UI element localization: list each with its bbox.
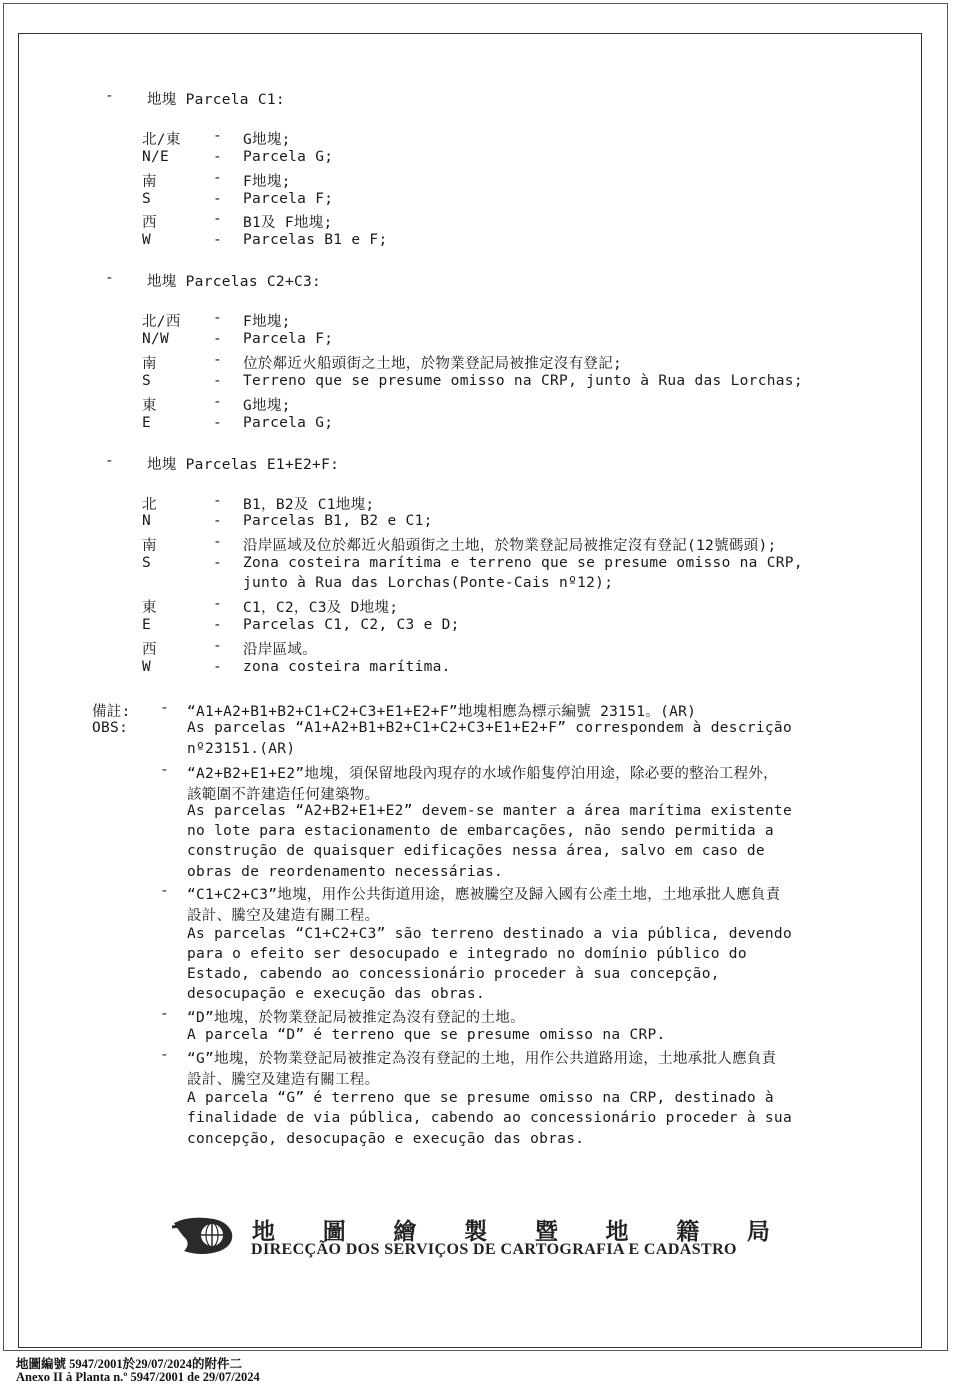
boundary-direction: 南 (142, 538, 157, 554)
boundary-description: Parcelas B1, B2 e C1; (243, 513, 433, 529)
boundary-description: 位於鄰近火船頭街之土地，於物業登記局被推定沒有登記; (243, 356, 623, 372)
boundary-description: Parcelas B1 e F; (243, 232, 388, 248)
boundary-dash: - (213, 659, 223, 675)
obs-item-line: As parcelas “A2+B2+E1+E2” devem-se manter a área marítima existente (187, 803, 792, 819)
obs-item-dash: - (160, 700, 170, 716)
boundary-direction: 北 (142, 497, 157, 513)
agency-name-character: 地 (252, 1218, 275, 1245)
annex-caption-chinese: 地圖編號 5947/2001於29/07/2024的附件二 (16, 1357, 243, 1371)
obs-item-line: nº23151.(AR) (187, 741, 296, 757)
boundary-direction: W (142, 659, 152, 675)
boundary-description: Parcela F; (243, 191, 334, 207)
obs-item-line: “G”地塊，於物業登記局被推定為沒有登記的土地，用作公共道路用途，土地承批人應負責 (187, 1051, 777, 1067)
boundary-dash: - (213, 191, 223, 207)
obs-item-line: concepção, desocupação e execução das obras. (187, 1131, 585, 1147)
obs-item-line: As parcelas “C1+C2+C3” são terreno destinado a via pública, devendo (187, 926, 792, 942)
boundary-description: 沿岸區域及位於鄰近火船頭街之土地，於物業登記局被推定沒有登記(12號碼頭); (243, 538, 777, 554)
boundary-direction: 北/東 (142, 132, 181, 148)
boundary-dash: - (213, 534, 223, 550)
obs-item-line: As parcelas “A1+A2+B1+B2+C1+C2+C3+E1+E2+F” correspondem à descrição (187, 720, 792, 736)
boundary-dash: - (213, 373, 223, 389)
boundary-dash: - (213, 555, 223, 571)
boundary-description: G地塊; (243, 132, 291, 148)
obs-item-line: 設計、騰空及建造有關工程。 (187, 1072, 380, 1088)
section-heading-text: 地塊 Parcelas C2+C3: (147, 274, 322, 290)
bullet-dash: - (105, 453, 115, 469)
obs-item-line: obras de reordenamento necessárias. (187, 864, 504, 880)
boundary-dash: - (213, 415, 223, 431)
boundary-description: B1及 F地塊; (243, 215, 333, 231)
boundary-description: Parcela G; (243, 149, 334, 165)
boundary-direction: 東 (142, 600, 157, 616)
obs-item-line: no lote para estacionamento de embarcações, não sendo permitida a (187, 823, 774, 839)
obs-item-line: “C1+C2+C3”地塊，用作公共街道用途，應被騰空及歸入國有公產土地，土地承批人應負責 (187, 887, 781, 903)
boundary-description: Parcelas C1, C2, C3 e D; (243, 617, 460, 633)
obs-item-line: desocupação e execução das obras. (187, 986, 485, 1002)
obs-item-line: construção de quaisquer edificações nessa área, salvo em caso de (187, 843, 765, 859)
boundary-description: zona costeira marítima. (243, 659, 451, 675)
boundary-dash: - (213, 149, 223, 165)
boundary-direction: 北/西 (142, 314, 181, 330)
obs-label-chinese: 備註: (92, 704, 131, 720)
boundary-dash: - (213, 211, 223, 227)
boundary-direction: 西 (142, 642, 157, 658)
boundary-direction: N/E (142, 149, 170, 165)
boundary-direction: 南 (142, 174, 157, 190)
boundary-dash: - (213, 394, 223, 410)
boundary-description: Parcela G; (243, 415, 334, 431)
obs-item-line: 該範圍不許建造任何建築物。 (187, 787, 380, 803)
boundary-direction: S (142, 373, 152, 389)
boundary-direction: 南 (142, 356, 157, 372)
obs-item-line: para o efeito ser desocupado e integrado no domínio público do (187, 946, 747, 962)
boundary-direction: S (142, 555, 152, 571)
boundary-dash: - (213, 232, 223, 248)
boundary-direction: W (142, 232, 152, 248)
obs-item-dash: - (160, 762, 170, 778)
agency-name-portuguese: DIRECÇÃO DOS SERVIÇOS DE CARTOGRAFIA E CADASTRO (251, 1241, 737, 1258)
bullet-dash: - (105, 270, 115, 286)
boundary-description: F地塊; (243, 174, 291, 190)
boundary-description: Parcela F; (243, 331, 334, 347)
boundary-dash: - (213, 596, 223, 612)
boundary-direction: E (142, 617, 152, 633)
boundary-direction: E (142, 415, 152, 431)
obs-label-portuguese: OBS: (92, 720, 129, 736)
boundary-description: F地塊; (243, 314, 291, 330)
obs-item-line: “A1+A2+B1+B2+C1+C2+C3+E1+E2+F”地塊相應為標示編號 23151。(AR) (187, 704, 697, 720)
obs-item-dash: - (160, 1006, 170, 1022)
boundary-direction: N (142, 513, 152, 529)
boundary-description: B1，B2及 C1地塊; (243, 497, 375, 513)
boundary-direction: S (142, 191, 152, 207)
obs-item-dash: - (160, 1047, 170, 1063)
boundary-direction: 東 (142, 398, 157, 414)
obs-item-line: A parcela “G” é terreno que se presume omisso na CRP, destinado à (187, 1090, 774, 1106)
obs-item-line: “A2+B2+E1+E2”地塊，須保留地段內現存的水域作船隻停泊用途，除必要的整治工程外， (187, 766, 778, 782)
boundary-description: junto à Rua das Lorchas(Ponte-Cais nº12); (243, 575, 614, 591)
boundary-dash: - (213, 352, 223, 368)
obs-item-line: Estado, cabendo ao concessionário proceder à sua concepção, (187, 966, 720, 982)
agency-name-character: 局 (746, 1218, 770, 1245)
boundary-dash: - (213, 617, 223, 633)
bullet-dash: - (105, 88, 115, 104)
boundary-dash: - (213, 128, 223, 144)
boundary-description: Zona costeira marítima e terreno que se presume omisso na CRP, (243, 555, 803, 571)
annex-caption-portuguese: Anexo II à Planta n.º 5947/2001 de 29/07/2024 (16, 1370, 260, 1384)
section-heading-text: 地塊 Parcela C1: (147, 92, 285, 108)
boundary-description: Terreno que se presume omisso na CRP, junto à Rua das Lorchas; (243, 373, 803, 389)
dscc-logo-icon (170, 1213, 238, 1257)
agency-name-character: 暨 (534, 1218, 558, 1245)
agency-name-character: 地 (605, 1218, 629, 1245)
agency-name-character: 製 (464, 1218, 488, 1245)
boundary-dash: - (213, 170, 223, 186)
boundary-dash: - (213, 638, 223, 654)
agency-name-character: 籍 (676, 1218, 700, 1245)
obs-item-line: finalidade de via pública, cabendo ao concessionário proceder à sua (187, 1110, 792, 1126)
obs-item-line: 設計、騰空及建造有關工程。 (187, 908, 380, 924)
boundary-description: 沿岸區域。 (243, 642, 317, 658)
boundary-dash: - (213, 310, 223, 326)
agency-name-character: 繪 (393, 1218, 417, 1245)
boundary-dash: - (213, 493, 223, 509)
obs-item-dash: - (160, 883, 170, 899)
boundary-direction: N/W (142, 331, 170, 347)
obs-item-line: “D”地塊，於物業登記局被推定為沒有登記的土地。 (187, 1010, 525, 1026)
boundary-dash: - (213, 513, 223, 529)
boundary-description: G地塊; (243, 398, 291, 414)
boundary-direction: 西 (142, 215, 157, 231)
obs-item-line: A parcela “D” é terreno que se presume omisso na CRP. (187, 1027, 666, 1043)
agency-name-character: 圖 (322, 1218, 346, 1245)
boundary-description: C1，C2，C3及 D地塊; (243, 600, 399, 616)
boundary-dash: - (213, 331, 223, 347)
section-heading-text: 地塊 Parcelas E1+E2+F: (147, 457, 340, 473)
